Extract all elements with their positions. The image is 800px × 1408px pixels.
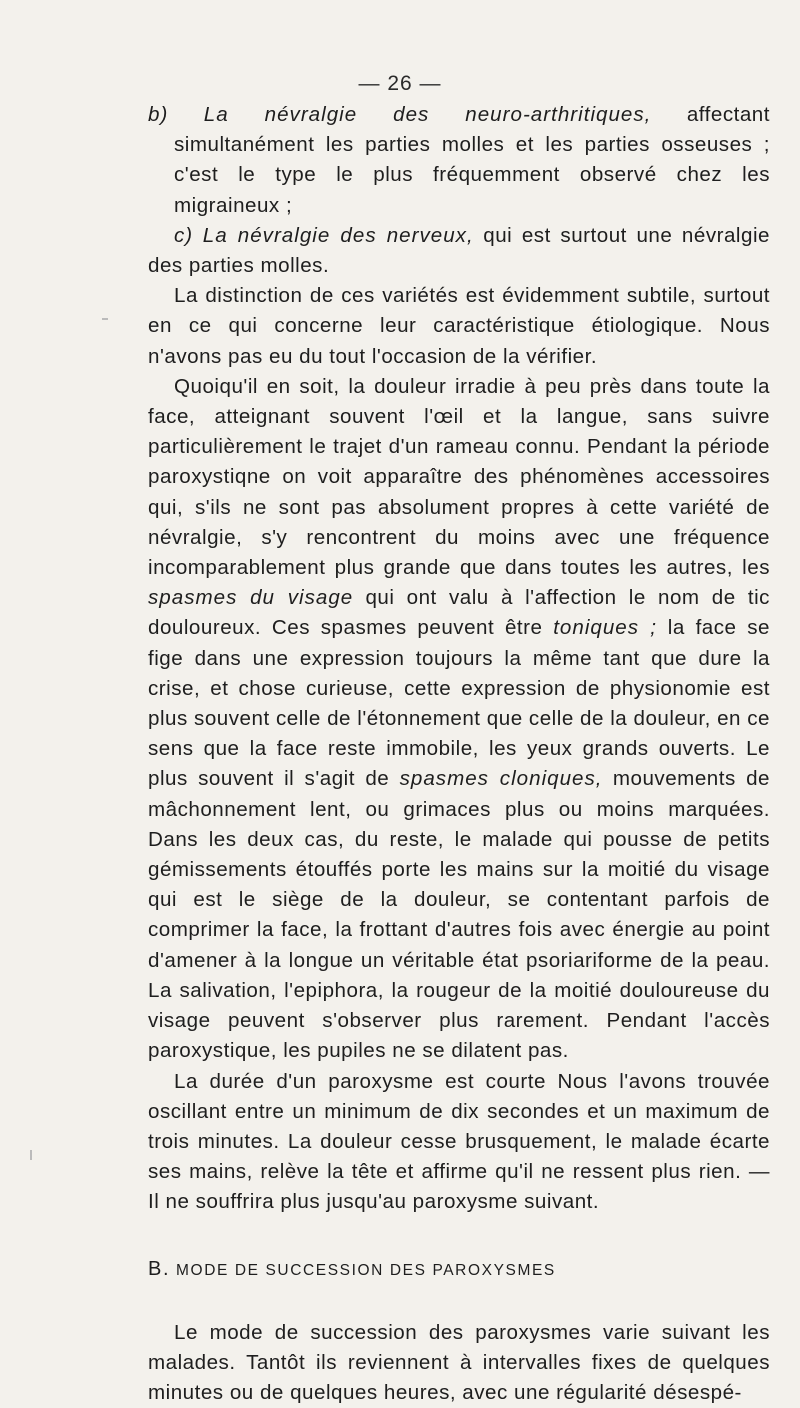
paragraph-mode: Le mode de succession des paroxysmes varie suivant les malades. Tantôt ils reviennent à intervalles fixes de quelques minutes ou de quelques heures, avec une régularité désespé- [148, 1320, 770, 1405]
item-b-italic: La névralgie des neuro-arthritiques, [203, 103, 652, 126]
page-number: — 26 — [358, 72, 442, 95]
item-c-text: qui est surtout une névralgie des parties molles. [148, 223, 770, 278]
quoiqu-italic1: spasmes du visage [148, 586, 354, 610]
item-c-italic: La névralgie des nerveux, [202, 223, 474, 247]
list-item-b [148, 100, 770, 221]
item-c-label: c) [174, 223, 194, 247]
paragraph-distinction: La distinction de ces variétés est évidemment subtile, surtout en ce qui concerne leur caractéristique étiologique. Nous n'avons pas eu du tout l'occasion de la vérifier. [148, 284, 770, 368]
section-heading [148, 1254, 770, 1286]
quoiqu-italic2: toniques ; [553, 616, 658, 640]
paragraph-duree: La durée d'un paroxysme est courte Nous l'avons trouvée oscillant entre un minimum de dix secondes et un maximum de trois minutes. La douleur cesse brusquement, le malade écarte ses mains, relève la tête et affirme qu'il ne ressent plus rien. — Il ne souffrira plus jusqu'au paroxysme suivant. [148, 1069, 770, 1214]
paragraph-quoiqu [148, 372, 770, 1067]
section-heading-letter: B. [148, 1257, 171, 1280]
scan-speck [30, 1150, 32, 1160]
item-b-label: b) [148, 103, 169, 126]
quoiqu-part1: Quoiqu'il en soit, la douleur irradie à peu près dans toute la face, atteignant souvent l'œil et la langue, sans suivre particulièrement le trajet d'un rameau connu. Pendant la période paroxystiqne on voit apparaître des phénomènes accessoires qui, s'ils ne sont pas absolument propres à cette variété de névralgie, s'y rencontrent du moins avec une fréquence incomparablement plus grande que dans toutes les autres, les [148, 374, 770, 580]
quoiqu-part4: mouvements de mâchonnement lent, ou grimaces plus ou moins marquées. Dans les deux cas, du reste, le malade qui pousse de petits gémissements étouffés porte les mains sur la moitié du visage qui est le siège de la douleur, se contentant parfois de comprimer la face, la frottant d'autres fois avec énergie au point d'amener à la longue un véritable état psoriariforme de la peau. La salivation, l'epiphora, la rougeur de la moitié douloureuse du visage peuvent s'observer plus rarement. Pendant l'accès paroxystique, les pupiles ne se dilatent pas. [148, 767, 770, 1063]
quoiqu-part2: qui ont valu à l'affection le nom de tic douloureux. Ces spasmes peuvent être [148, 586, 770, 640]
list-item-c [148, 221, 770, 281]
quoiqu-italic3: spasmes cloniques, [399, 767, 603, 791]
quoiqu-part3: la face se fige dans une expression toujours la même tant que dure la crise, et chose curieuse, cette expression de physionomie est plus souvent celle de l'étonnement que celle de la douleur, en ce sens que la face reste immobile, les yeux grands ouverts. Le plus souvent il s'agit de [148, 616, 770, 791]
scan-speck [102, 318, 108, 320]
body-text [148, 100, 770, 1408]
item-b-text: affectant simultanément les parties molles et les parties osseuses ; c'est le type le plus fréquemment observé chez les migraineux ; [174, 103, 770, 217]
section-heading-title: MODE DE SUCCESSION DES PAROXYSMES [176, 1261, 556, 1279]
